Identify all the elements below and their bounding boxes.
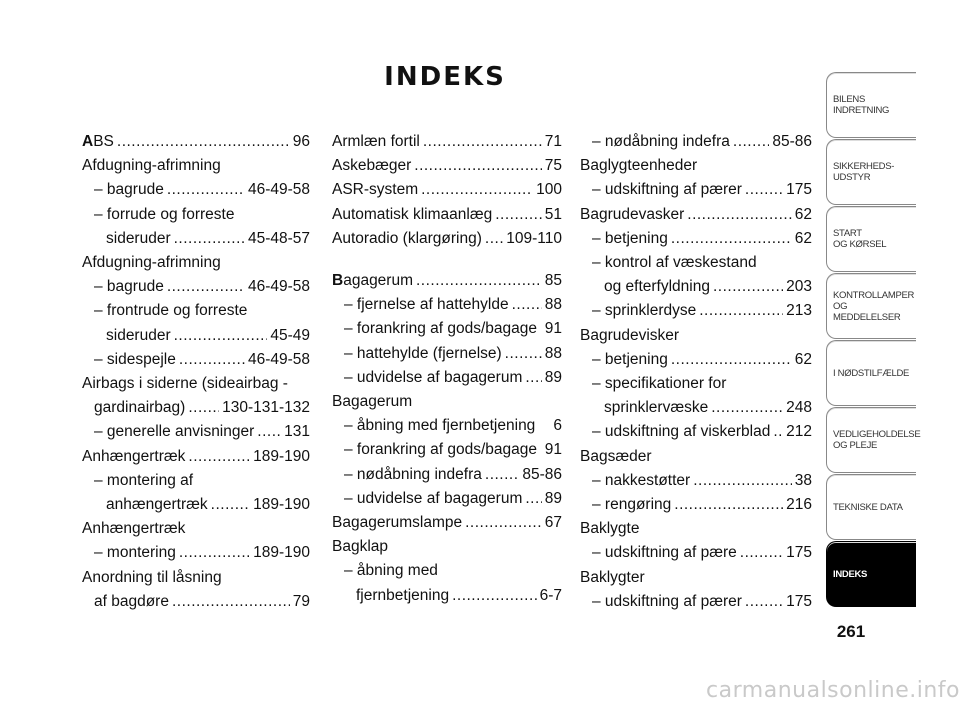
index-entry [82,178,310,202]
index-entry [332,511,562,535]
index-entry [580,420,812,444]
dot-leader [671,227,792,251]
dot-leader [699,299,783,323]
dot-leader [525,366,541,390]
index-entry-label: – nødåbning indefra [592,133,730,150]
dot-leader [745,178,783,202]
index-entry [82,154,310,178]
index-entry [82,469,310,493]
index-entry [580,299,812,323]
index-page-ref: 6-7 [539,586,562,604]
index-entry-label: Afdugning-afrimning [82,157,221,175]
index-entry-label: Bagklap [332,538,389,556]
index-entry-label: – udvidelse af bagagerum [344,489,523,507]
index-entry [332,438,562,462]
dot-leader [257,420,281,444]
dot-leader [172,590,290,614]
index-entry [332,342,562,366]
index-entry [332,414,562,438]
index-entry-label: – udskiftning af pærer [592,181,742,199]
index-page-ref: 203 [786,278,812,296]
index-entry-label: – forankring af gods/bagage [344,320,538,338]
index-page-ref: 71 [544,133,562,150]
index-entry [332,535,562,559]
index-page-ref: 91 [544,441,562,459]
index-entry [580,517,812,541]
index-entry [332,584,562,608]
index-entry-label: anhængertræk [106,496,208,514]
index-entry-label: – betjening [592,350,668,368]
index-entry-label: – montering [94,544,176,562]
index-entry [82,396,310,420]
index-entry-label: – nakkestøtter [592,471,691,489]
index-page-ref: 79 [292,592,310,610]
index-entry-label: Baklygter [580,568,645,586]
index-page-ref: 100 [536,181,562,199]
index-entry-label: – åbning med fjernbetjening [344,417,536,435]
index-entry-label: Baglygteenheder [580,157,698,175]
index-entry [82,299,310,323]
dot-leader [421,178,533,202]
index-entry [580,541,812,565]
index-page-ref: 248 [786,399,812,417]
index-page-ref: 38 [794,471,812,489]
dot-leader [512,293,542,317]
index-entry [82,590,310,614]
dot-leader [773,420,783,444]
dot-leader [525,487,541,511]
index-entry-label: – sidespejle [94,350,176,368]
index-entry-label: Bagagerum [332,393,413,411]
index-entry [82,227,310,251]
index-entry-label: – nødåbning indefra [344,465,482,483]
index-page-ref: 130-131-132 [222,399,310,417]
index-entry-label: – fjernelse af hattehylde [344,296,509,314]
dot-leader [174,324,268,348]
index-entry-label: af bagdøre [94,592,169,610]
dot-leader [452,584,537,608]
index-entry-label: – betjening [592,229,668,247]
index-entry [580,130,812,154]
index-entry-label: – bagrude [94,278,164,296]
index-entry [332,559,562,583]
index-column-2 [332,130,562,608]
index-page-ref: 91 [544,320,562,338]
chapter-tab[interactable]: KONTROLLAMPER OG MEDDELELSER [826,273,916,339]
index-entry [82,541,310,565]
dot-leader [693,469,792,493]
index-entry [332,178,562,202]
index-entry-label: sideruder [106,326,171,344]
index-column-3 [580,130,812,614]
index-page-ref: 45-49 [270,326,310,344]
index-page-ref: 62 [794,350,812,368]
index-entry-label: – kontrol af væskestand [592,254,757,272]
index-page-ref: 88 [544,296,562,314]
index-page-ref: 175 [786,592,812,610]
index-entry-label: – generelle anvisninger [94,423,255,441]
index-entry-label: – forrude og forreste [94,205,235,223]
index-page-ref: 131 [284,423,310,441]
page-number: 261 [836,622,866,641]
index-entry [580,324,812,348]
index-entry-label: Autoradio (klargøring) [332,229,482,247]
index-entry-label: sideruder [106,229,171,247]
dot-leader [423,130,542,154]
index-entry [82,130,310,154]
dot-leader [167,275,245,299]
index-entry-label [332,269,413,293]
index-entry-label: Bagrudevisker [580,326,680,344]
chapter-tab[interactable]: SIKKERHEDS- UDSTYR [826,139,916,205]
dot-leader [465,511,542,535]
index-entry-text: BS [93,133,114,150]
index-entry [82,566,310,590]
index-entry [82,517,310,541]
index-page-ref: 46-49-58 [247,278,310,296]
dot-leader [713,275,783,299]
index-entry-label: – specifikationer for [592,375,727,393]
index-page-ref: 46-49-58 [247,350,310,368]
index-entry-label: Airbags i siderne (sideairbag - [82,375,288,393]
chapter-tabs [826,72,921,608]
index-entry-label: – udskiftning af pære [592,544,737,562]
index-page-ref: 189-190 [253,447,310,465]
index-page-ref: 6 [553,417,562,435]
dot-leader [167,178,245,202]
dot-leader [733,130,769,154]
index-entry [82,251,310,275]
dot-leader [671,348,792,372]
index-entry-label: – udskiftning af viskerblad [592,423,771,441]
index-page-ref: 46-49-58 [247,181,310,199]
dot-leader [174,227,245,251]
index-page-ref: 62 [794,205,812,223]
chapter-tab[interactable]: I NØDSTILFÆLDE [826,340,916,406]
index-entry [82,203,310,227]
index-entry [82,493,310,517]
index-entry [332,366,562,390]
index-entry-label: – hattehylde (fjernelse) [344,344,502,362]
index-entry [82,445,310,469]
index-entry [580,251,812,275]
index-entry-label: Anhængertræk [82,447,186,465]
index-entry [332,130,562,154]
index-entry [332,227,562,251]
index-page-ref: 62 [794,229,812,247]
index-page-ref: 67 [544,514,562,532]
index-page-ref: 51 [544,205,562,223]
index-entry [580,372,812,396]
watermark: carmanualsonline.info [706,678,960,703]
index-entry-label [82,130,114,154]
index-page-ref: 96 [292,133,310,150]
index-letter: A [82,133,94,150]
index-entry [580,469,812,493]
index-entry-label: – montering af [94,471,194,489]
index-page-ref: 85-86 [772,133,812,150]
index-entry [332,154,562,178]
index-entry-label: – udvidelse af bagagerum [344,368,523,386]
index-entry-label: – udskiftning af pærer [592,592,742,610]
dot-leader [740,541,783,565]
index-entry [580,445,812,469]
index-entry [82,420,310,444]
index-page-ref: 175 [786,181,812,199]
index-entry [82,348,310,372]
index-entry-label: – sprinklerdyse [592,302,697,320]
index-entry [580,566,812,590]
dot-leader [414,154,541,178]
index-entry-label: Bagsæder [580,447,652,465]
index-entry [580,396,812,420]
index-entry-label: og efterfyldning [604,278,710,296]
index-entry-label: sprinklervæske [604,399,709,417]
index-page-ref: 213 [786,302,812,320]
index-entry-label: – frontrude og forreste [94,302,248,320]
index-entry-label: ASR-system [332,181,419,199]
index-entry [82,324,310,348]
index-letter: B [332,272,344,290]
index-entry [580,275,812,299]
index-page-ref: 85-86 [522,465,562,483]
index-entry [332,269,562,293]
index-entry [580,178,812,202]
chapter-tab[interactable]: START OG KØRSEL [826,206,916,272]
chapter-tab[interactable]: INDEKS [826,541,916,607]
index-page-ref: 109-110 [506,229,562,247]
index-entry [332,317,562,341]
dot-leader [179,348,245,372]
index-page-ref: 89 [544,368,562,386]
dot-leader [674,493,783,517]
index-entry-label: Baklygte [580,520,640,538]
index-entry [332,487,562,511]
index-page-ref: 175 [786,544,812,562]
dot-leader [495,203,542,227]
index-entry [332,293,562,317]
index-entry [580,493,812,517]
page-title: INDEKS [384,62,506,92]
dot-leader [188,445,250,469]
index-page-ref: 212 [786,423,812,441]
index-page-ref: 88 [544,344,562,362]
index-entry-text: agagerum [343,272,413,290]
dot-leader [117,130,290,154]
index-entry-label: – åbning med [344,562,438,580]
index-entry-label: Anhængertræk [82,520,186,538]
dot-leader [188,396,219,420]
index-page-ref: 216 [786,496,812,514]
dot-leader [711,396,783,420]
chapter-tab[interactable]: TEKNISKE DATA [826,474,916,540]
dot-leader [211,493,250,517]
dot-leader [416,269,542,293]
index-entry-label: – rengøring [592,496,672,514]
index-entry [332,203,562,227]
index-entry-label: fjernbetjening [356,586,450,604]
index-entry-label: Armlæn fortil [332,133,420,150]
chapter-tab[interactable]: VEDLIGEHOLDELSE OG PLEJE [826,407,916,473]
index-entry [82,275,310,299]
dot-leader [485,463,519,487]
dot-leader [505,342,542,366]
index-entry [580,203,812,227]
index-page-ref: 189-190 [253,496,310,514]
index-entry [82,372,310,396]
index-page-ref: 189-190 [253,544,310,562]
index-entry-label: Bagagerumslampe [332,514,463,532]
index-column-1 [82,130,310,614]
dot-leader [485,227,503,251]
index-entry [332,463,562,487]
index-entry-label: Askebæger [332,157,412,175]
index-entry-label: gardinairbag) [94,399,186,417]
chapter-tab[interactable]: BILENS INDRETNING [826,72,916,138]
index-entry-label: Anordning til låsning [82,568,222,586]
index-entry [580,348,812,372]
index-entry-label: – forankring af gods/bagage [344,441,538,459]
index-entry [580,227,812,251]
index-entry-label: Automatisk klimaanlæg [332,205,493,223]
index-page-ref: 85 [544,272,562,290]
index-page-ref: 45-48-57 [247,229,310,247]
index-entry-label: – bagrude [94,181,164,199]
index-entry [332,390,562,414]
dot-leader [687,203,791,227]
index-page-ref: 89 [544,489,562,507]
index-entry [580,590,812,614]
index-entry-label: Afdugning-afrimning [82,254,221,272]
dot-leader [745,590,783,614]
index-entry-label: Bagrudevasker [580,205,685,223]
dot-leader [179,541,250,565]
index-page-ref: 75 [544,157,562,175]
index-entry [580,154,812,178]
